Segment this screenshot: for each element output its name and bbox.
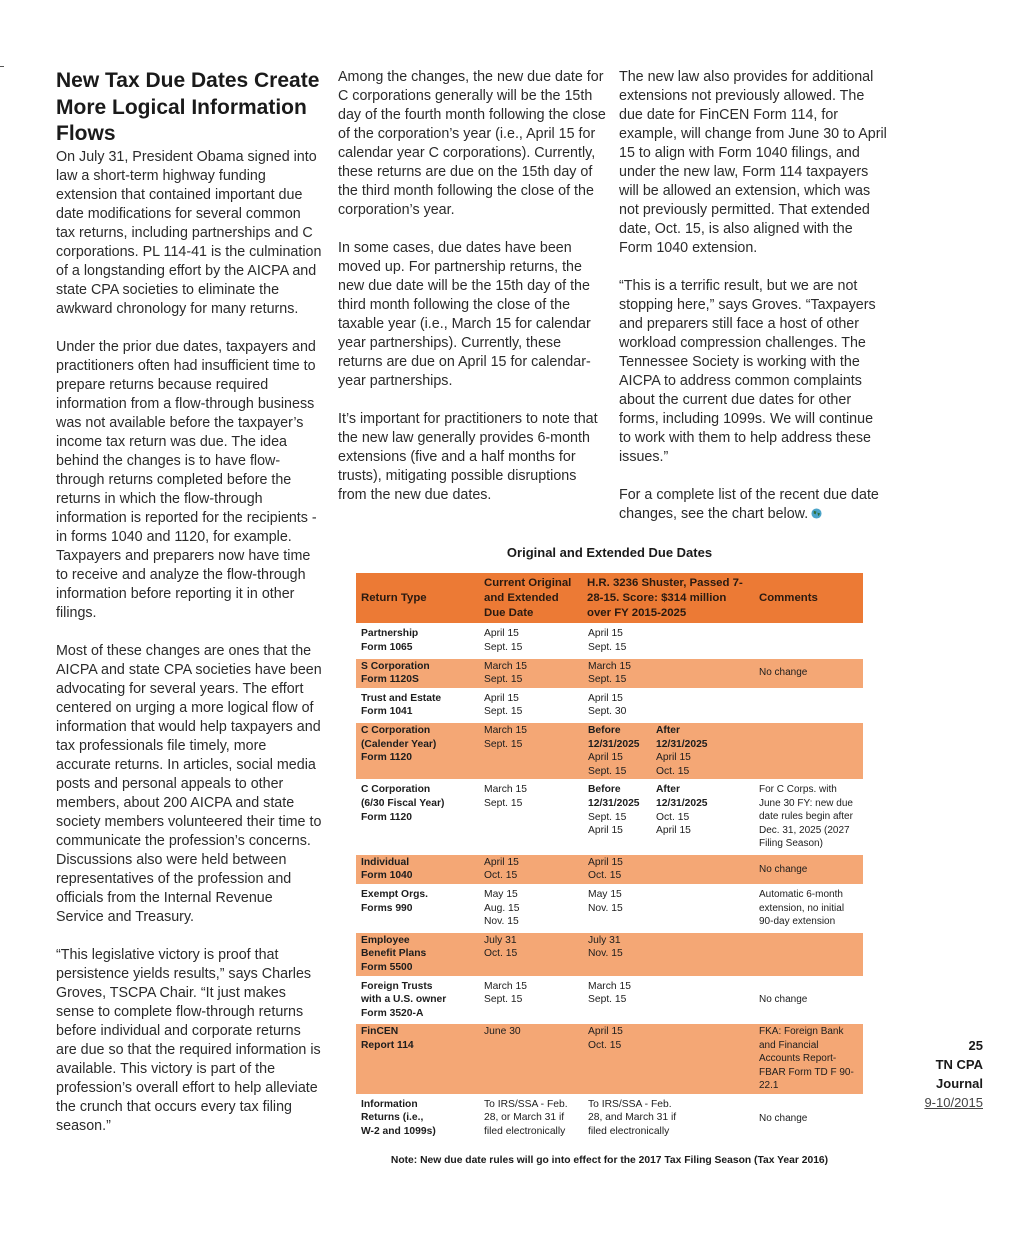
cell-line: Form 5500 <box>361 961 413 973</box>
hr3236-due-cell <box>582 659 754 688</box>
cell-line: April 15 <box>588 1026 623 1038</box>
hr3236-due-cell <box>582 626 754 655</box>
publication-name: TN CPA <box>935 1057 983 1072</box>
page-number: 25 <box>968 1038 983 1053</box>
before-date: Sept. 15 <box>588 765 627 777</box>
table-row <box>356 855 863 884</box>
hr3236-due-cell <box>582 855 754 884</box>
comments-cell: No change <box>754 659 863 688</box>
article-paragraph: “This legislative victory is proof that persistence yields results,” says Charles Groves, TSCPA Chair. “It just makes sense to complete flow-through returns before individual and corporate returns are due so that the required information is available. This victory is part of the profession’s overall effort to help alleviate the crunch that occurs every tax filing season.” <box>56 946 321 1134</box>
due-dates-table <box>356 570 863 1143</box>
article-paragraph: In some cases, due dates have been moved up. For partnership returns, the new due date will be the 15th day of the third month following the close of the taxable year (i.e., March 15 for calendar year partnerships). Currently, these returns are due on April 15 for calendar-year partnerships. <box>338 240 591 389</box>
header-current: Current Original and Extended Due Date <box>479 573 582 623</box>
cell-line: Sept. 15 <box>484 706 523 718</box>
cell-line: Information <box>361 1098 418 1110</box>
page-folio <box>908 1036 983 1112</box>
cell-line: Oct. 15 <box>484 948 518 960</box>
crop-mark <box>0 66 4 67</box>
cell-line: Trust and Estate <box>361 692 442 704</box>
after-label: 12/31/2025 <box>656 738 708 750</box>
cell-line: March 15 <box>588 660 631 672</box>
globe-icon <box>811 508 822 519</box>
cell-line: Form 1120S <box>361 674 419 686</box>
return-type-cell <box>356 659 479 688</box>
cell-line: Form 1041 <box>361 706 413 718</box>
cell-line: Benefit Plans <box>361 948 427 960</box>
return-type-cell <box>356 887 479 930</box>
article-column-3 <box>619 68 887 543</box>
comments-cell <box>754 933 863 976</box>
hr3236-due-cell <box>582 723 754 779</box>
comments-cell: Automatic 6-month extension, no initial 90-day extension <box>759 889 845 928</box>
comments-cell: No change <box>759 1112 808 1124</box>
article-paragraph: Most of these changes are ones that the AICPA and state CPA societies have been advocating for several years. The effort centered on urging a more logical flow of information that would help taxpayers and tax professionals file timely, more accurate returns. In articles, social media posts and personal appeals to other members, about 200 AICPA and state society members volunteered their time to communicate the profession’s concerns. Discussions also were held between representatives of the profession and officials from the Internal Revenue Service and Treasury. <box>56 642 322 925</box>
cell-line: W-2 and 1099s) <box>361 1126 436 1138</box>
table-row <box>356 979 863 1022</box>
current-due-cell <box>479 1024 582 1094</box>
cell-line: Exempt Orgs. <box>361 889 428 901</box>
current-due-cell <box>479 887 582 930</box>
article-paragraph: Under the prior due dates, taxpayers and practitioners often had insufficient time to prepare returns because required information from a flow-through business was not available before the taxpayer’s income tax return was due. The idea behind the changes is to have flow-through returns completed before the returns in which the flow-through information is reported for the recipients - in forms 1040 and 1120, for example. Taxpayers and preparers now have time to receive and analyze the flow-through information before reporting it in other filings. <box>56 338 317 621</box>
cell-line: Employee <box>361 934 410 946</box>
cell-line: July 31 <box>588 934 621 946</box>
after-column <box>656 724 750 778</box>
comments-cell: For C Corps. with June 30 FY: new due date rules begin after Dec. 31, 2025 (2027 Filing Season) <box>759 784 853 850</box>
cell-line: May 15 <box>588 889 622 901</box>
cell-line: Nov. 15 <box>588 902 623 914</box>
after-date: Oct. 15 <box>656 811 690 823</box>
table-row <box>356 1097 863 1140</box>
current-due-cell <box>479 782 582 852</box>
comments-cell <box>754 626 863 655</box>
cell-line: April 15 <box>588 856 623 868</box>
cell-line: March 15 <box>484 784 527 796</box>
before-after-split <box>588 724 750 778</box>
cell-line: April 15 <box>484 692 519 704</box>
table-row <box>356 933 863 976</box>
cell-line: Partnership <box>361 628 419 640</box>
table-header-row <box>356 573 863 623</box>
cell-line: C Corporation <box>361 784 431 796</box>
cell-line: April 15 <box>484 628 519 640</box>
article-paragraph: It’s important for practitioners to note that the new law generally provides 6-month extensions (five and a half months for trusts), mitigating possible disruptions from the new due dates. <box>338 411 598 503</box>
cell-line: Sept. 15 <box>484 797 523 809</box>
cell-line: Aug. 15 <box>484 902 520 914</box>
hr3236-due-cell <box>582 782 754 852</box>
article-title: New Tax Due Dates Create More Logical Information Flows <box>56 69 320 145</box>
cell-line: Returns (i.e., <box>361 1112 424 1124</box>
cell-line: Oct. 15 <box>588 1039 622 1051</box>
table-row <box>356 782 863 852</box>
cell-line: filed electronically <box>588 1126 670 1138</box>
before-column <box>588 724 656 778</box>
before-label: 12/31/2025 <box>588 738 640 750</box>
hr3236-due-cell <box>582 691 754 720</box>
table-title: Original and Extended Due Dates <box>506 545 713 560</box>
after-column <box>656 783 750 837</box>
cell-line: Sept. 15 <box>588 994 627 1006</box>
cell-line: April 15 <box>588 692 623 704</box>
current-due-cell <box>479 855 582 884</box>
return-type-cell <box>356 723 479 779</box>
comments-cell: No change <box>754 855 863 884</box>
table-row <box>356 691 863 720</box>
cell-line: C Corporation <box>361 724 431 736</box>
article-paragraph: Among the changes, the new due date for C corporations generally will be the 15th day of the fourth month following the close of the corporation’s year (i.e., April 15 for calendar year C corporations). Currently, these returns are due on the 15th day of the third month following the close of the corporation’s year. <box>338 69 606 218</box>
comments-cell <box>754 691 863 720</box>
return-type-cell <box>356 933 479 976</box>
header-comments: Comments <box>754 573 863 623</box>
return-type-cell <box>356 979 479 1022</box>
hr3236-due-cell <box>582 1024 754 1094</box>
hr3236-due-cell <box>582 1097 754 1140</box>
cell-line: To IRS/SSA - Feb. <box>588 1098 672 1110</box>
cell-line: April 15 <box>484 856 519 868</box>
cell-line: March 15 <box>588 980 631 992</box>
return-type-cell <box>356 855 479 884</box>
after-date: Oct. 15 <box>656 765 690 777</box>
cell-line: Nov. 15 <box>588 948 623 960</box>
cell-line: Sept. 15 <box>588 641 627 653</box>
cell-line: 28, and March 31 if <box>588 1112 677 1124</box>
article-paragraph: “This is a terrific result, but we are not stopping here,” says Groves. “Taxpayers and preparers still face a host of other workload compression challenges. The Tennessee Society is working with the AICPA to address common complaints about the current due dates for other forms, including 1099s. We will continue to work with them to help address these issues.” <box>619 278 876 465</box>
cell-line: July 31 <box>484 934 517 946</box>
comments-cell: No change <box>759 994 808 1006</box>
current-due-cell <box>479 626 582 655</box>
cell-line: Report 114 <box>361 1039 414 1051</box>
return-type-cell <box>356 626 479 655</box>
before-date: Sept. 15 <box>588 811 627 823</box>
header-return-type: Return Type <box>356 573 479 623</box>
table-row <box>356 659 863 688</box>
cell-line: Oct. 15 <box>484 870 518 882</box>
cell-line: 28, or March 31 if <box>484 1112 565 1124</box>
cell-line: Sept. 15 <box>484 674 523 686</box>
cell-line: Forms 990 <box>361 902 413 914</box>
return-type-cell <box>356 1024 479 1094</box>
cell-line: May 15 <box>484 889 518 901</box>
current-due-cell <box>479 723 582 779</box>
before-date: April 15 <box>588 825 623 837</box>
cell-line: (6/30 Fiscal Year) <box>361 797 445 809</box>
cell-line: Form 1120 <box>361 811 412 823</box>
cell-line: March 15 <box>484 660 527 672</box>
comments-cell <box>754 723 863 779</box>
table-note: Note: New due date rules will go into effect for the 2017 Tax Filing Season (Tax Year 2016) <box>390 1155 829 1166</box>
article-paragraph: On July 31, President Obama signed into law a short-term highway funding extension that contained important due date modifications for several common tax returns, including partnerships and C corporations. PL 114-41 is the culmination of a longstanding effort by the AICPA and state CPA societies to eliminate the awkward chronology for many returns. <box>56 148 322 317</box>
cell-line: Form 1040 <box>361 870 413 882</box>
hr3236-due-cell <box>582 887 754 930</box>
cell-line: Form 3520-A <box>361 1007 424 1019</box>
cell-line: April 15 <box>588 628 623 640</box>
after-date: April 15 <box>656 825 691 837</box>
cell-line: Sept. 30 <box>588 706 627 718</box>
cell-line: Nov. 15 <box>484 916 519 928</box>
article-paragraph: The new law also provides for additional extensions not previously allowed. The due date for FinCEN Form 114, for example, will change from June 30 to April 15 to align with Form 1040 filings, and under the new law, Form 114 taxpayers will be allowed an extension, which was not previously permitted. That extended date, Oct. 15, is also aligned with the Form 1040 extension. <box>619 69 887 256</box>
header-hr3236: H.R. 3236 Shuster, Passed 7-28-15. Score: $314 million over FY 2015-2025 <box>582 573 754 623</box>
hr3236-due-cell <box>582 933 754 976</box>
after-label: After <box>656 724 681 736</box>
article-paragraph: For a complete list of the recent due date changes, see the chart below. <box>619 487 879 522</box>
before-label: Before <box>588 724 621 736</box>
current-due-cell <box>479 659 582 688</box>
cell-line: filed electronically <box>484 1126 566 1138</box>
current-due-cell <box>479 979 582 1022</box>
cell-line: Sept. 15 <box>484 738 523 750</box>
cell-line: To IRS/SSA - Feb. <box>484 1098 568 1110</box>
current-due-cell <box>479 691 582 720</box>
table-row <box>356 723 863 779</box>
cell-line: FinCEN <box>361 1026 399 1038</box>
after-date: April 15 <box>656 752 691 764</box>
table-row <box>356 626 863 655</box>
current-due-cell <box>479 1097 582 1140</box>
cell-line: Individual <box>361 856 410 868</box>
article-column-1 <box>56 68 322 1155</box>
table-row <box>356 887 863 930</box>
cell-line: Form 1065 <box>361 641 413 653</box>
before-label: 12/31/2025 <box>588 797 640 809</box>
before-date: April 15 <box>588 752 623 764</box>
cell-line: S Corporation <box>361 660 430 672</box>
return-type-cell <box>356 782 479 852</box>
comments-cell: FKA: Foreign Bank and Financial Accounts Report- FBAR Form TD F 90-22.1 <box>754 1024 863 1094</box>
cell-line: Oct. 15 <box>588 870 622 882</box>
cell-line: Sept. 15 <box>484 641 523 653</box>
publication-name-2: Journal <box>936 1076 983 1091</box>
cell-line: Form 1120 <box>361 752 412 764</box>
cell-line: (Calender Year) <box>361 738 437 750</box>
article-column-2 <box>338 68 606 524</box>
before-column <box>588 783 656 837</box>
cell-line: Sept. 15 <box>588 674 627 686</box>
cell-line: March 15 <box>484 980 527 992</box>
after-label: After <box>656 784 681 796</box>
cell-line: Foreign Trusts <box>361 980 433 992</box>
before-after-split <box>588 783 750 837</box>
issue-date: 9-10/2015 <box>924 1095 983 1110</box>
table-row <box>356 1024 863 1094</box>
return-type-cell <box>356 1097 479 1140</box>
current-due-cell <box>479 933 582 976</box>
cell-line: Sept. 15 <box>484 994 523 1006</box>
after-label: 12/31/2025 <box>656 797 708 809</box>
cell-line: with a U.S. owner <box>361 994 447 1006</box>
cell-line: March 15 <box>484 724 527 736</box>
return-type-cell <box>356 691 479 720</box>
before-label: Before <box>588 784 621 796</box>
cell-line: June 30 <box>484 1026 521 1038</box>
hr3236-due-cell <box>582 979 754 1022</box>
